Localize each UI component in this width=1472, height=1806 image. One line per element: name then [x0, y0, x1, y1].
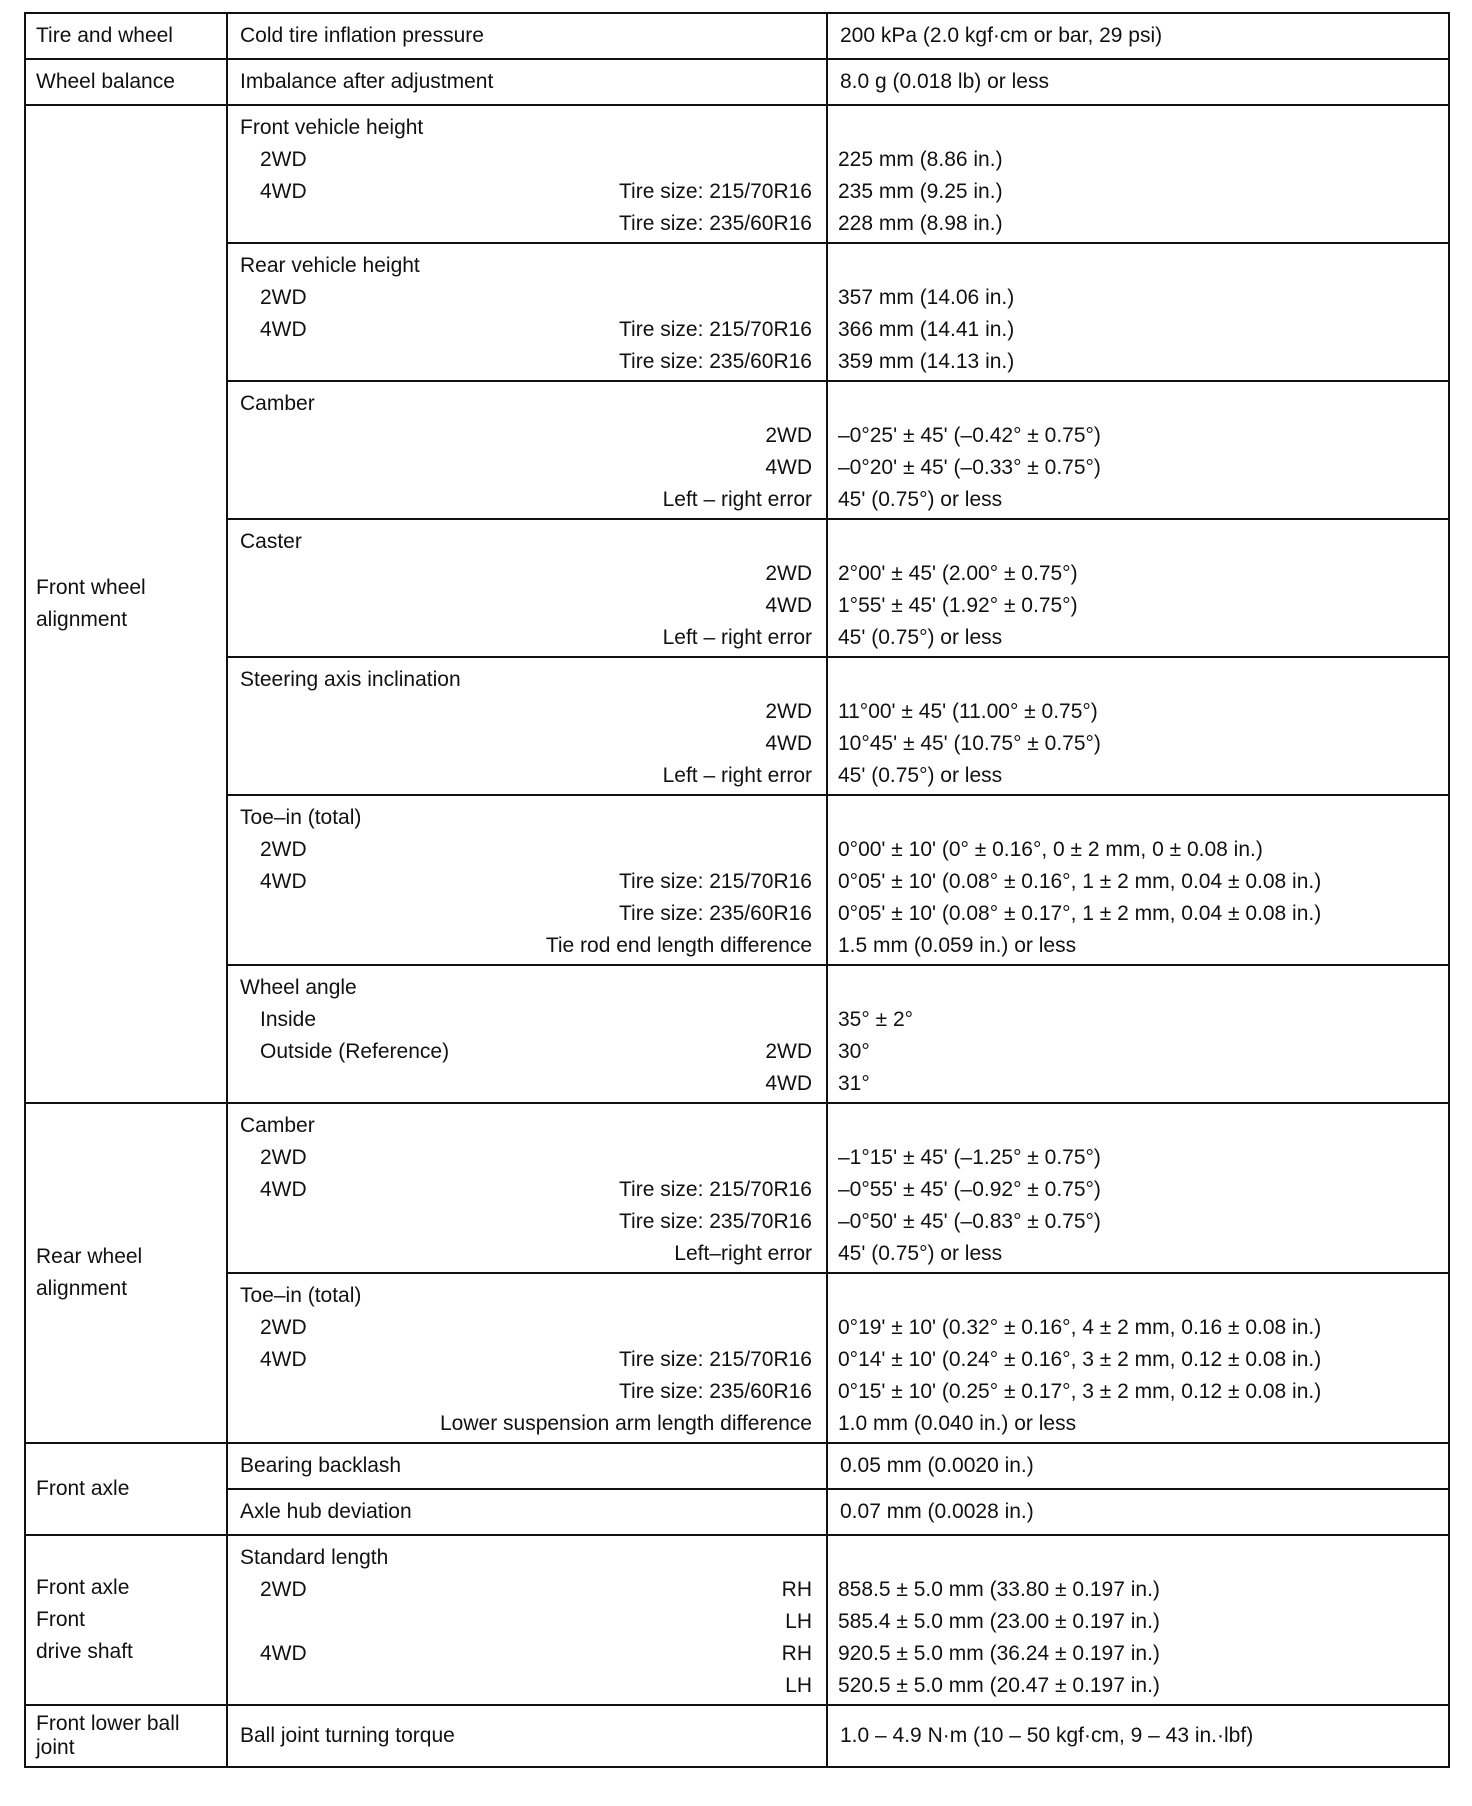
spec-value: 1.0 – 4.9 N·m (10 – 50 kgf·cm, 9 – 43 in.·lbf) — [840, 1724, 1254, 1747]
group-heading: Wheel angle — [240, 976, 357, 999]
table-row — [25, 519, 1449, 657]
condition-qualifier: Left – right error — [662, 488, 812, 511]
condition-label: 2WD — [260, 1316, 307, 1339]
table-row — [25, 243, 1449, 381]
condition-label: 4WD — [260, 870, 307, 893]
condition-label — [240, 346, 260, 378]
spec-value: 0°00' ± 10' (0° ± 0.16°, 0 ± 2 mm, 0 ± 0.08 in.) — [838, 838, 1263, 861]
group-heading: Steering axis inclination — [240, 668, 461, 691]
condition-qualifier: 2WD — [765, 562, 812, 585]
spec-value: 366 mm (14.41 in.) — [838, 318, 1015, 341]
item-label: Cold tire inflation pressure — [240, 24, 484, 47]
condition-qualifier: Tire size: 235/60R16 — [619, 212, 812, 235]
table-row — [25, 59, 1449, 105]
value-cell — [827, 1489, 1449, 1535]
condition-label: 4WD — [260, 180, 307, 203]
table-row — [25, 105, 1449, 243]
item-cell — [227, 1103, 827, 1273]
table-row — [25, 1705, 1449, 1767]
condition-label — [240, 1206, 260, 1238]
condition-label — [240, 696, 260, 728]
spec-value: 920.5 ± 5.0 mm (36.24 ± 0.197 in.) — [838, 1642, 1160, 1665]
value-cell — [827, 243, 1449, 381]
condition-qualifier: Lower suspension arm length difference — [439, 1412, 812, 1435]
condition-qualifier: Tire size: 235/60R16 — [619, 1380, 812, 1403]
table-row — [25, 13, 1449, 59]
table-row — [25, 965, 1449, 1103]
condition-label: 4WD — [260, 1178, 307, 1201]
condition-label — [240, 558, 260, 590]
condition-qualifier: RH — [781, 1578, 812, 1601]
condition-label: Outside (Reference) — [260, 1040, 450, 1063]
item-cell — [227, 657, 827, 795]
condition-qualifier: 2WD — [765, 700, 812, 723]
spec-value: 228 mm (8.98 in.) — [838, 212, 1003, 235]
item-label: Bearing backlash — [240, 1454, 402, 1477]
value-cell — [827, 1103, 1449, 1273]
condition-qualifier: RH — [781, 1642, 812, 1665]
value-cell — [827, 1535, 1449, 1705]
condition-label: 2WD — [260, 148, 307, 171]
spec-value: 45' (0.75°) or less — [838, 764, 1003, 787]
table-row — [25, 381, 1449, 519]
item-cell — [227, 13, 827, 59]
condition-qualifier: Left–right error — [674, 1242, 812, 1265]
spec-value: 1.0 mm (0.040 in.) or less — [838, 1412, 1077, 1435]
item-cell — [227, 965, 827, 1103]
spec-value: 1°55' ± 45' (1.92° ± 0.75°) — [838, 594, 1078, 617]
spec-value: 11°00' ± 45' (11.00° ± 0.75°) — [838, 700, 1098, 723]
condition-label — [240, 590, 260, 622]
item-label: Axle hub deviation — [240, 1500, 412, 1523]
value-cell — [827, 1273, 1449, 1443]
item-cell — [227, 243, 827, 381]
condition-label — [240, 898, 260, 930]
category-label: alignment — [36, 608, 128, 631]
condition-label — [240, 420, 260, 452]
category-label: Tire and wheel — [36, 24, 173, 47]
item-label: Ball joint turning torque — [240, 1724, 455, 1747]
condition-label — [240, 1408, 260, 1440]
condition-qualifier: 4WD — [765, 732, 812, 755]
service-spec-table — [24, 12, 1450, 1768]
condition-label — [240, 1670, 260, 1702]
category-cell — [25, 1535, 227, 1705]
condition-qualifier: LH — [785, 1674, 812, 1697]
table-row — [25, 1103, 1449, 1273]
condition-qualifier: Tire size: 215/70R16 — [619, 870, 812, 893]
spec-value: 585.4 ± 5.0 mm (23.00 ± 0.197 in.) — [838, 1610, 1160, 1633]
group-heading: Toe–in (total) — [240, 1284, 362, 1307]
spec-value: 0°19' ± 10' (0.32° ± 0.16°, 4 ± 2 mm, 0.16 ± 0.08 in.) — [838, 1316, 1322, 1339]
category-label: alignment — [36, 1277, 128, 1300]
spec-value: 31° — [838, 1072, 870, 1095]
category-cell — [25, 1103, 227, 1443]
category-cell — [25, 1705, 227, 1767]
category-cell — [25, 13, 227, 59]
spec-value: –1°15' ± 45' (–1.25° ± 0.75°) — [838, 1146, 1101, 1169]
table-row — [25, 795, 1449, 965]
group-heading: Standard length — [240, 1546, 389, 1569]
category-label: Wheel balance — [36, 70, 175, 93]
value-cell — [827, 105, 1449, 243]
condition-label — [240, 1068, 260, 1100]
condition-label — [240, 1376, 260, 1408]
condition-label — [240, 1606, 260, 1638]
item-label: Imbalance after adjustment — [240, 70, 494, 93]
table-row — [25, 657, 1449, 795]
spec-value: –0°50' ± 45' (–0.83° ± 0.75°) — [838, 1210, 1101, 1233]
condition-label: 2WD — [260, 286, 307, 309]
value-cell — [827, 519, 1449, 657]
condition-label: 2WD — [260, 1146, 307, 1169]
category-label: Front wheel — [36, 576, 146, 599]
spec-value: 225 mm (8.86 in.) — [838, 148, 1003, 171]
group-heading: Caster — [240, 530, 302, 553]
item-cell — [227, 381, 827, 519]
spec-value: 0°15' ± 10' (0.25° ± 0.17°, 3 ± 2 mm, 0.12 ± 0.08 in.) — [838, 1380, 1322, 1403]
category-label: joint — [36, 1736, 75, 1759]
item-cell — [227, 59, 827, 105]
condition-label: 4WD — [260, 1642, 307, 1665]
item-cell — [227, 1273, 827, 1443]
condition-label — [240, 1238, 260, 1270]
value-cell — [827, 1705, 1449, 1767]
spec-value: 45' (0.75°) or less — [838, 626, 1003, 649]
spec-value: 10°45' ± 45' (10.75° ± 0.75°) — [838, 732, 1101, 755]
item-cell — [227, 1443, 827, 1489]
condition-qualifier: Tire size: 215/70R16 — [619, 180, 812, 203]
condition-qualifier: Tire size: 235/60R16 — [619, 902, 812, 925]
spec-value: 0.07 mm (0.0028 in.) — [840, 1500, 1034, 1523]
table-row — [25, 1273, 1449, 1443]
spec-value: 858.5 ± 5.0 mm (33.80 ± 0.197 in.) — [838, 1578, 1160, 1601]
category-label: Front axle — [36, 1477, 130, 1500]
group-heading: Front vehicle height — [240, 116, 424, 139]
value-cell — [827, 59, 1449, 105]
spec-value: 1.5 mm (0.059 in.) or less — [838, 934, 1077, 957]
condition-label — [240, 208, 260, 240]
table-row — [25, 1443, 1449, 1489]
spec-value: 0°05' ± 10' (0.08° ± 0.17°, 1 ± 2 mm, 0.04 ± 0.08 in.) — [838, 902, 1322, 925]
condition-label: 4WD — [260, 318, 307, 341]
group-heading: Rear vehicle height — [240, 254, 420, 277]
category-cell — [25, 1443, 227, 1535]
condition-label — [240, 484, 260, 516]
spec-value: 0°14' ± 10' (0.24° ± 0.16°, 3 ± 2 mm, 0.12 ± 0.08 in.) — [838, 1348, 1322, 1371]
spec-value: 8.0 g (0.018 lb) or less — [840, 70, 1049, 93]
value-cell — [827, 1443, 1449, 1489]
spec-value: 0.05 mm (0.0020 in.) — [840, 1454, 1034, 1477]
category-cell — [25, 59, 227, 105]
spec-value: 235 mm (9.25 in.) — [838, 180, 1003, 203]
condition-qualifier: 4WD — [765, 456, 812, 479]
condition-qualifier: LH — [785, 1610, 812, 1633]
spec-value: 0°05' ± 10' (0.08° ± 0.16°, 1 ± 2 mm, 0.04 ± 0.08 in.) — [838, 870, 1322, 893]
value-cell — [827, 657, 1449, 795]
item-cell — [227, 795, 827, 965]
condition-label — [240, 760, 260, 792]
value-cell — [827, 795, 1449, 965]
item-cell — [227, 105, 827, 243]
spec-value: 520.5 ± 5.0 mm (20.47 ± 0.197 in.) — [838, 1674, 1160, 1697]
item-cell — [227, 1489, 827, 1535]
condition-qualifier: Tire size: 215/70R16 — [619, 318, 812, 341]
condition-qualifier: 4WD — [765, 1072, 812, 1095]
category-label: drive shaft — [36, 1640, 133, 1663]
spec-value: 35° ± 2° — [838, 1008, 914, 1031]
value-cell — [827, 381, 1449, 519]
condition-qualifier: Left – right error — [662, 626, 812, 649]
condition-qualifier: Tire size: 235/60R16 — [619, 350, 812, 373]
value-cell — [827, 965, 1449, 1103]
spec-sheet — [24, 12, 1448, 1768]
condition-qualifier: Tire size: 215/70R16 — [619, 1348, 812, 1371]
value-cell — [827, 13, 1449, 59]
condition-label — [240, 452, 260, 484]
condition-label: Inside — [260, 1008, 317, 1031]
spec-value: 357 mm (14.06 in.) — [838, 286, 1015, 309]
group-heading: Toe–in (total) — [240, 806, 362, 829]
category-label: Front lower ball — [36, 1712, 180, 1735]
condition-qualifier: Tie rod end length difference — [545, 934, 812, 957]
condition-qualifier: 2WD — [765, 1040, 812, 1063]
spec-value: 359 mm (14.13 in.) — [838, 350, 1015, 373]
spec-value: 200 kPa (2.0 kgf·cm or bar, 29 psi) — [840, 24, 1163, 47]
condition-qualifier: Left – right error — [662, 764, 812, 787]
item-cell — [227, 1705, 827, 1767]
condition-label: 2WD — [260, 1578, 307, 1601]
condition-label — [240, 622, 260, 654]
condition-label: 2WD — [260, 838, 307, 861]
spec-value: –0°25' ± 45' (–0.42° ± 0.75°) — [838, 424, 1101, 447]
table-row — [25, 1535, 1449, 1705]
category-label: Rear wheel — [36, 1245, 143, 1268]
condition-qualifier: 4WD — [765, 594, 812, 617]
condition-qualifier: 2WD — [765, 424, 812, 447]
condition-qualifier: Tire size: 215/70R16 — [619, 1178, 812, 1201]
spec-value: –0°20' ± 45' (–0.33° ± 0.75°) — [838, 456, 1101, 479]
spec-value: 45' (0.75°) or less — [838, 1242, 1003, 1265]
condition-label: 4WD — [260, 1348, 307, 1371]
group-heading: Camber — [240, 1114, 315, 1137]
condition-label — [240, 930, 260, 962]
category-label: Front axle — [36, 1576, 130, 1599]
condition-qualifier: Tire size: 235/70R16 — [619, 1210, 812, 1233]
spec-value: 45' (0.75°) or less — [838, 488, 1003, 511]
group-heading: Camber — [240, 392, 315, 415]
category-label: Front — [36, 1608, 86, 1631]
item-cell — [227, 519, 827, 657]
table-row — [25, 1489, 1449, 1535]
spec-value: 30° — [838, 1040, 870, 1063]
spec-value: 2°00' ± 45' (2.00° ± 0.75°) — [838, 562, 1078, 585]
item-cell — [227, 1535, 827, 1705]
condition-label — [240, 728, 260, 760]
category-cell — [25, 105, 227, 1103]
spec-value: –0°55' ± 45' (–0.92° ± 0.75°) — [838, 1178, 1101, 1201]
